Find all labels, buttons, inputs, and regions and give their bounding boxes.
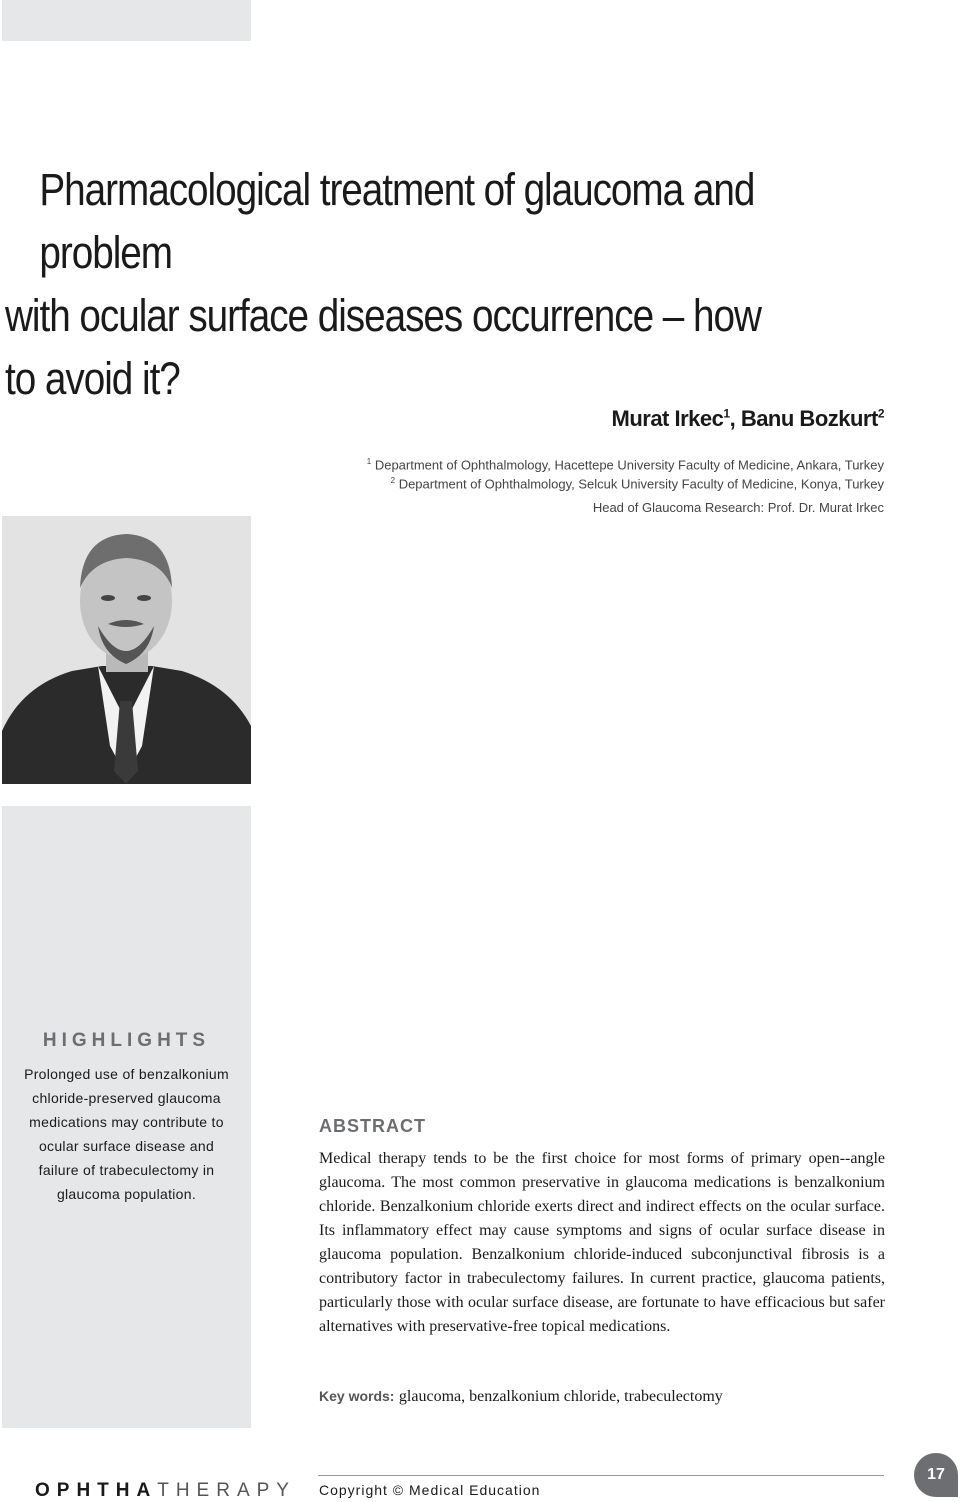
- brand-part-2: THERAPY: [157, 1480, 296, 1501]
- keywords: [319, 1388, 723, 1406]
- header-grey-block: [2, 0, 251, 41]
- author-2: Banu Bozkurt: [740, 406, 878, 431]
- author-portrait-photo: [2, 516, 251, 784]
- abstract-text: Medical therapy tends to be the first choice for most forms of primary open--angle glaucoma. The most common preservative in glaucoma medications is benzalkonium chloride. Benzalkonium chloride exerts direct and indirect effects on the ocular surface. Its inflammatory effect may cause symptoms and signs of ocular surface disease in glaucoma population. Benzalkonium chloride-induced subconjunctival fibrosis is a contributory factor in trabeculectomy failures. In current practice, glaucoma patients, particularly those with ocular surface disease, are fortunate to have efficacious but safer alternatives with preservative-free topical medications.: [319, 1150, 885, 1335]
- author-1: Murat Irkec: [611, 406, 724, 431]
- journal-brand-logo: [35, 1480, 296, 1502]
- affiliation-2: [391, 476, 884, 491]
- brand-part-1: OPHTHA: [35, 1480, 158, 1501]
- keywords-label: Key words:: [319, 1388, 395, 1404]
- highlights-title: HIGHLIGHTS: [42, 1030, 211, 1051]
- article-title: [5, 158, 779, 410]
- page-number-badge: 17: [914, 1453, 958, 1497]
- affiliation-2-mark: 2: [390, 476, 396, 485]
- author-2-affiliation-mark: 2: [877, 406, 884, 421]
- copyright-notice: Copyright © Medical Education: [319, 1482, 541, 1498]
- author-list: [612, 406, 885, 432]
- affiliation-2-text: Department of Ophthalmology, Selcuk University Faculty of Medicine, Konya, Turkey: [398, 476, 884, 492]
- highlights-text: Prolonged use of benzalkonium chloride-preserved glaucoma medications may contribute to ocular surface disease and failure of trabeculectomy in glaucoma population.: [24, 1066, 229, 1202]
- title-line-1: Pharmacological treatment of glaucoma and problem: [39, 164, 755, 278]
- abstract-section: [319, 1116, 885, 1339]
- abstract-title: ABSTRACT: [319, 1116, 426, 1136]
- head-of-research: Head of Glaucoma Research: Prof. Dr. Murat Irkec: [592, 500, 884, 515]
- author-separator: ,: [729, 406, 741, 431]
- author-1-affiliation-mark: 1: [723, 406, 730, 421]
- footer-divider: [318, 1475, 884, 1476]
- affiliation-1-mark: 1: [366, 457, 372, 466]
- keywords-value: glaucoma, benzalkonium chloride, trabeculectomy: [398, 1388, 723, 1405]
- portrait-illustration: [2, 516, 251, 784]
- affiliation-1: [367, 457, 884, 472]
- affiliation-1-text: Department of Ophthalmology, Hacettepe University Faculty of Medicine, Ankara, Turkey: [374, 457, 884, 473]
- title-line-2: with ocular surface diseases occurrence – how to avoid it?: [5, 290, 761, 404]
- highlights-box: [2, 1030, 251, 1206]
